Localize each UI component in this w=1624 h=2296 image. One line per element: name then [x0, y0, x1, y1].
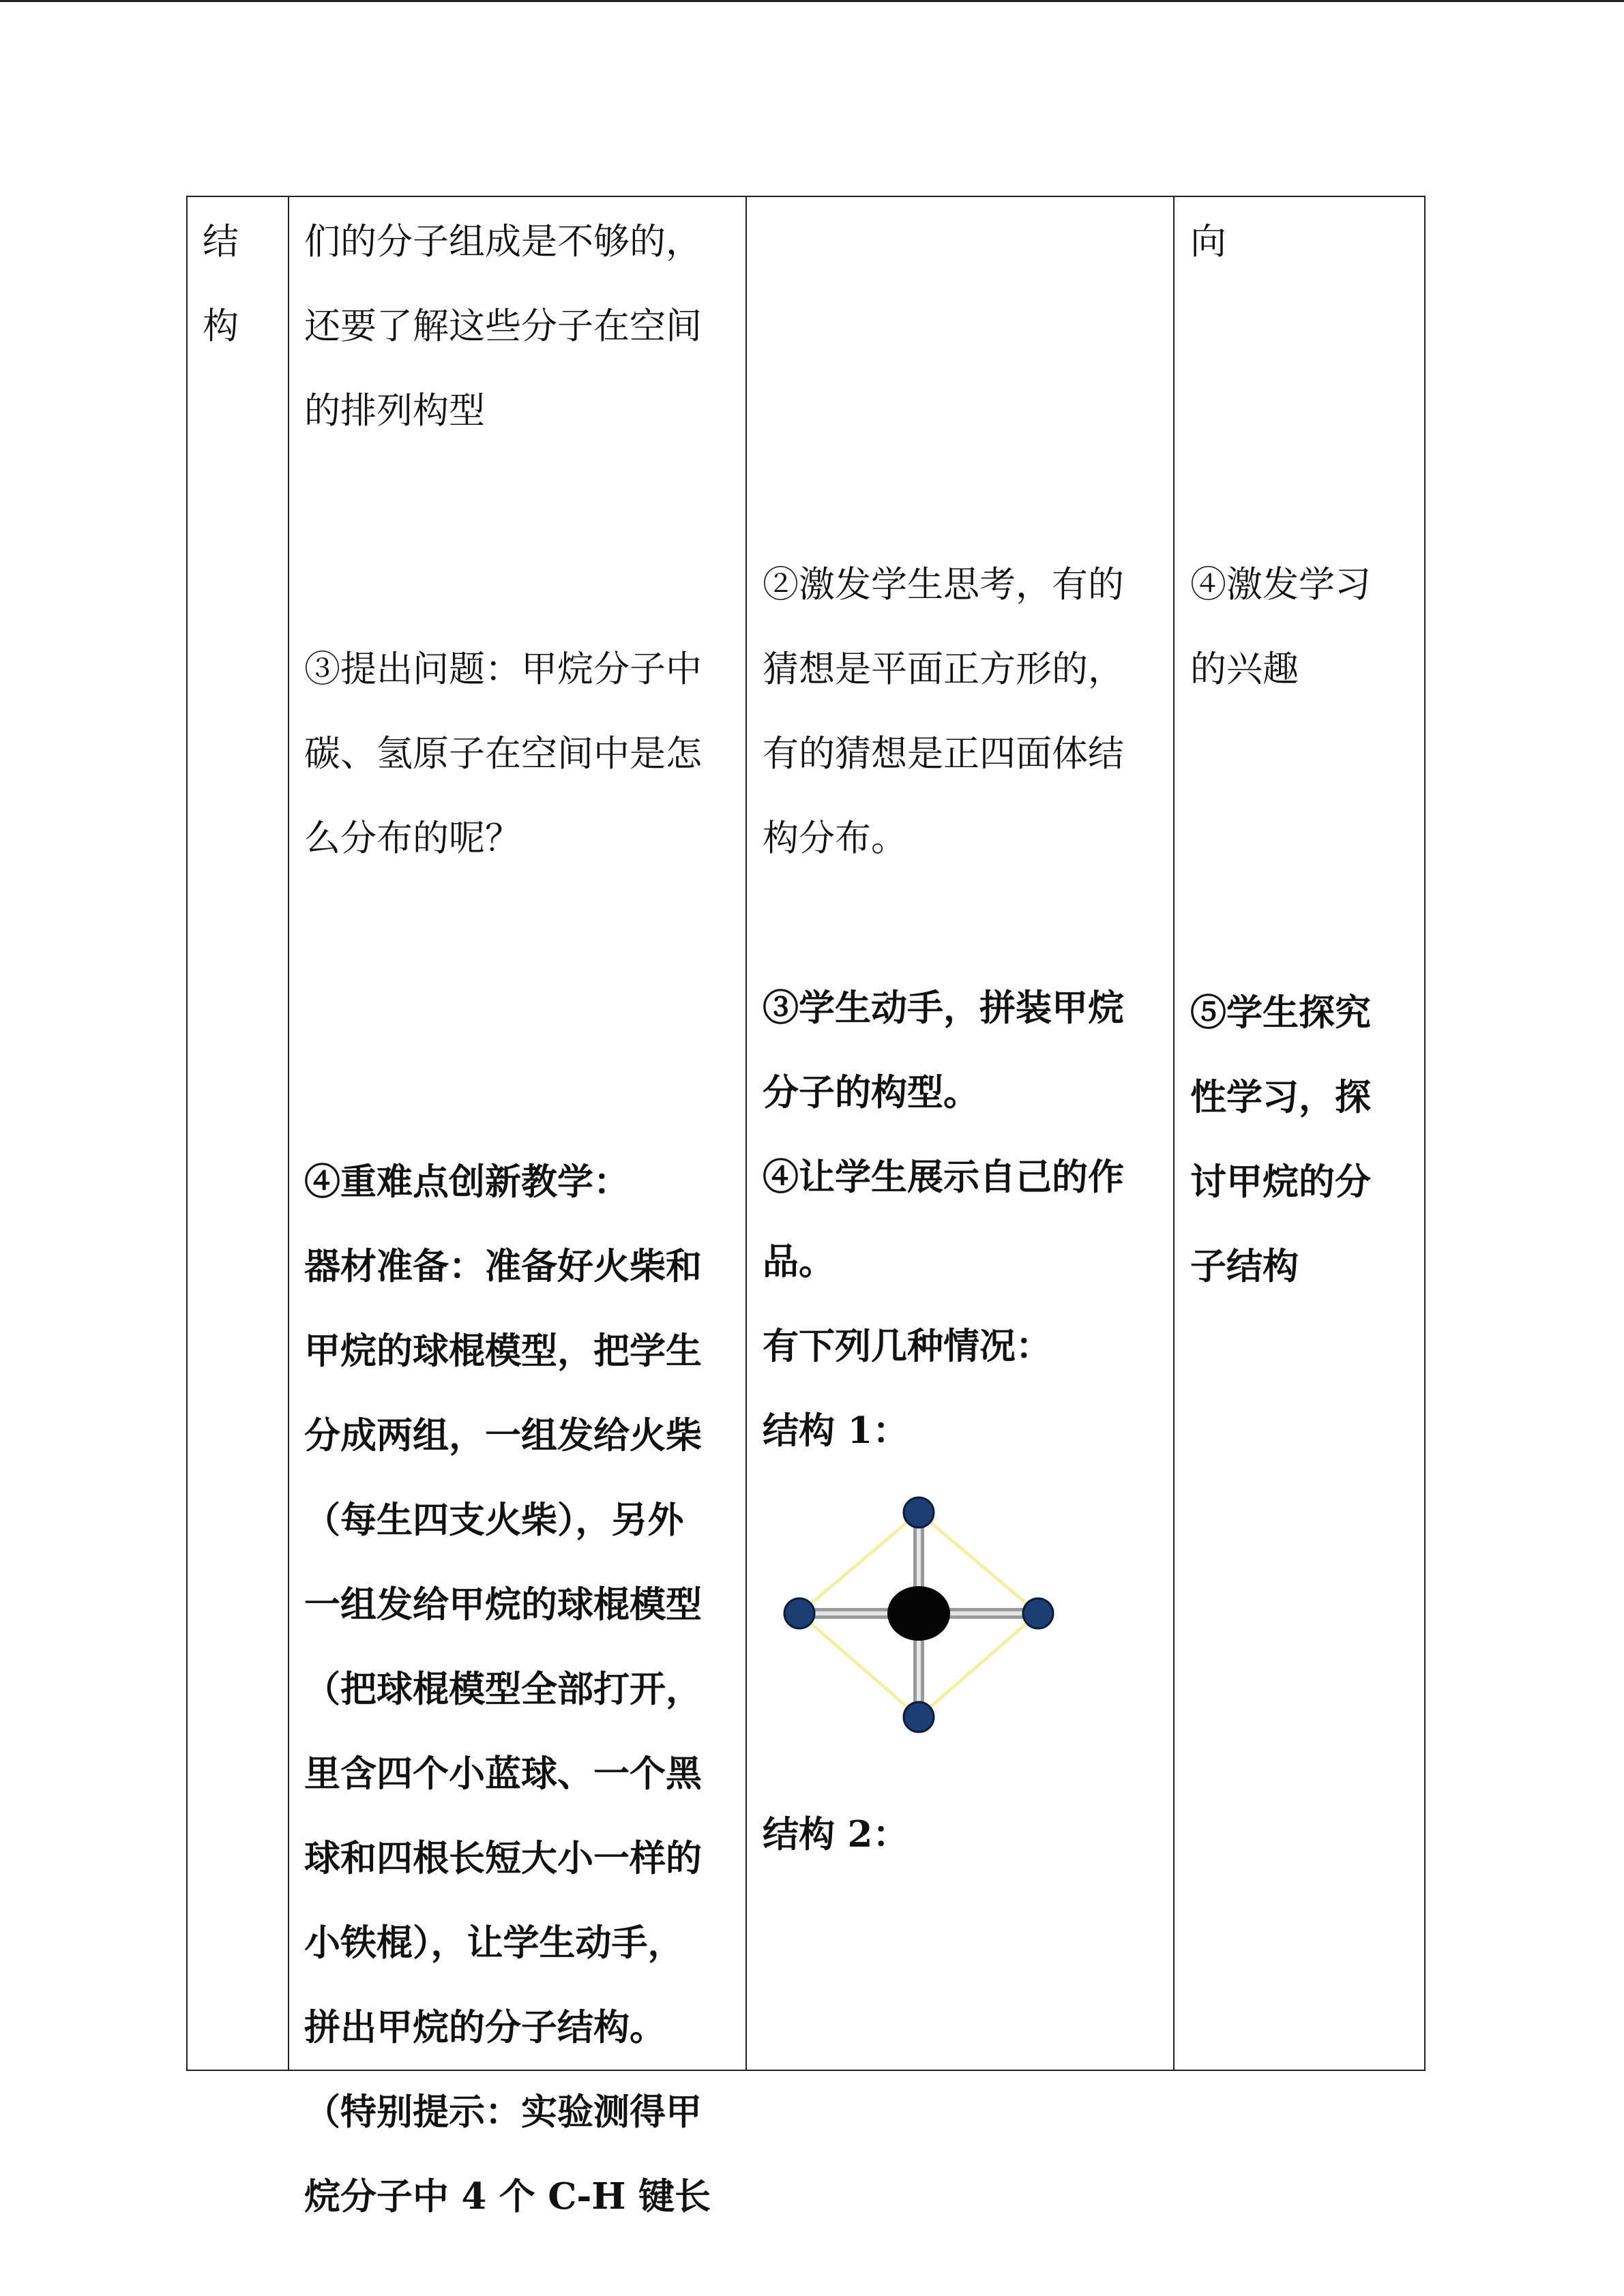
text-line: 猜想是平面正方形的，	[763, 648, 1124, 690]
hydrogen-atom	[1023, 1598, 1053, 1628]
hydrogen-atom	[904, 1702, 934, 1732]
column-divider-2	[745, 196, 747, 2071]
design-intent-cell	[1190, 200, 1415, 1309]
text-line: 球和四根长短大小一样的	[304, 1837, 702, 1879]
text-line: 小铁棍），让学生动手，	[304, 1922, 684, 1964]
text-line: 拼出甲烷的分子结构。	[304, 2006, 666, 2048]
methane-square-planar-model-image	[772, 1492, 1065, 1751]
text-line: （每生四支火柴），另外	[304, 1499, 684, 1541]
table-top-border	[186, 196, 1426, 197]
lesson-table	[186, 196, 1426, 2218]
text-line: ④让学生展示自己的作	[763, 1156, 1124, 1198]
text-line: 性学习，探	[1190, 1076, 1371, 1118]
text-line: 分子的构型。	[763, 1071, 979, 1114]
text-line: 器材准备：准备好火柴和	[304, 1245, 702, 1287]
stage-label-char: 构	[203, 305, 239, 347]
hydrogen-atom	[904, 1497, 934, 1527]
page-top-border	[0, 0, 1624, 2]
text-line: 一组发给甲烷的球棍模型	[304, 1583, 702, 1626]
student-activity-cell	[763, 200, 1172, 1877]
text-line: 们的分子组成是不够的，	[304, 221, 702, 263]
stage-label-char: 结	[203, 221, 239, 263]
hydrogen-atom	[784, 1598, 814, 1628]
stage-label-cell	[203, 200, 278, 369]
text-line: 分成两组，一组发给火柴	[304, 1414, 702, 1457]
text-line: 么分布的呢？	[304, 818, 521, 859]
text-line: （把球棍模型全部打开，	[304, 1668, 702, 1710]
structure-1-label: 结构 1：	[763, 1410, 909, 1452]
text-line: ②激发学生思考，有的	[763, 564, 1124, 606]
text-line: ④重难点创新教学：	[304, 1161, 630, 1203]
text-line: 甲烷的球棍模型，把学生	[304, 1330, 702, 1372]
column-divider-1	[288, 196, 289, 2071]
text-line: ⑤学生探究	[1190, 992, 1371, 1034]
text-line: 有的猜想是正四面体结	[763, 733, 1124, 775]
structure-2-label: 结构 2：	[763, 1813, 909, 1855]
text-line: ③提出问题：甲烷分子中	[304, 648, 702, 690]
teacher-activity-cell	[304, 200, 741, 2239]
text-line: 的排列构型	[304, 390, 485, 432]
text-line: ④激发学习	[1190, 564, 1371, 606]
text-line: 品。	[763, 1240, 835, 1283]
text-line: （特别提示：实验测得甲	[304, 2091, 702, 2133]
text-line: 还要了解这些分子在空间	[304, 305, 702, 347]
text-line: 有下列几种情况：	[763, 1325, 1052, 1367]
text-line: 构分布。	[763, 818, 907, 859]
text-line: 碳、氢原子在空间中是怎	[304, 733, 702, 775]
table-left-border	[186, 196, 188, 2071]
text-line: 的兴趣	[1190, 648, 1299, 690]
text-line: 烷分子中 4 个 C-H 键长	[304, 2175, 711, 2218]
text-line: 里含四个小蓝球、一个黑	[304, 1753, 702, 1795]
text-line: 子结构	[1190, 1245, 1299, 1287]
carbon-atom	[887, 1586, 950, 1641]
text-line: ③学生动手，拼装甲烷	[763, 987, 1124, 1029]
table-right-border	[1424, 196, 1426, 2071]
text-line: 向	[1190, 221, 1226, 263]
column-divider-3	[1173, 196, 1175, 2071]
text-line: 讨甲烷的分	[1190, 1161, 1371, 1203]
